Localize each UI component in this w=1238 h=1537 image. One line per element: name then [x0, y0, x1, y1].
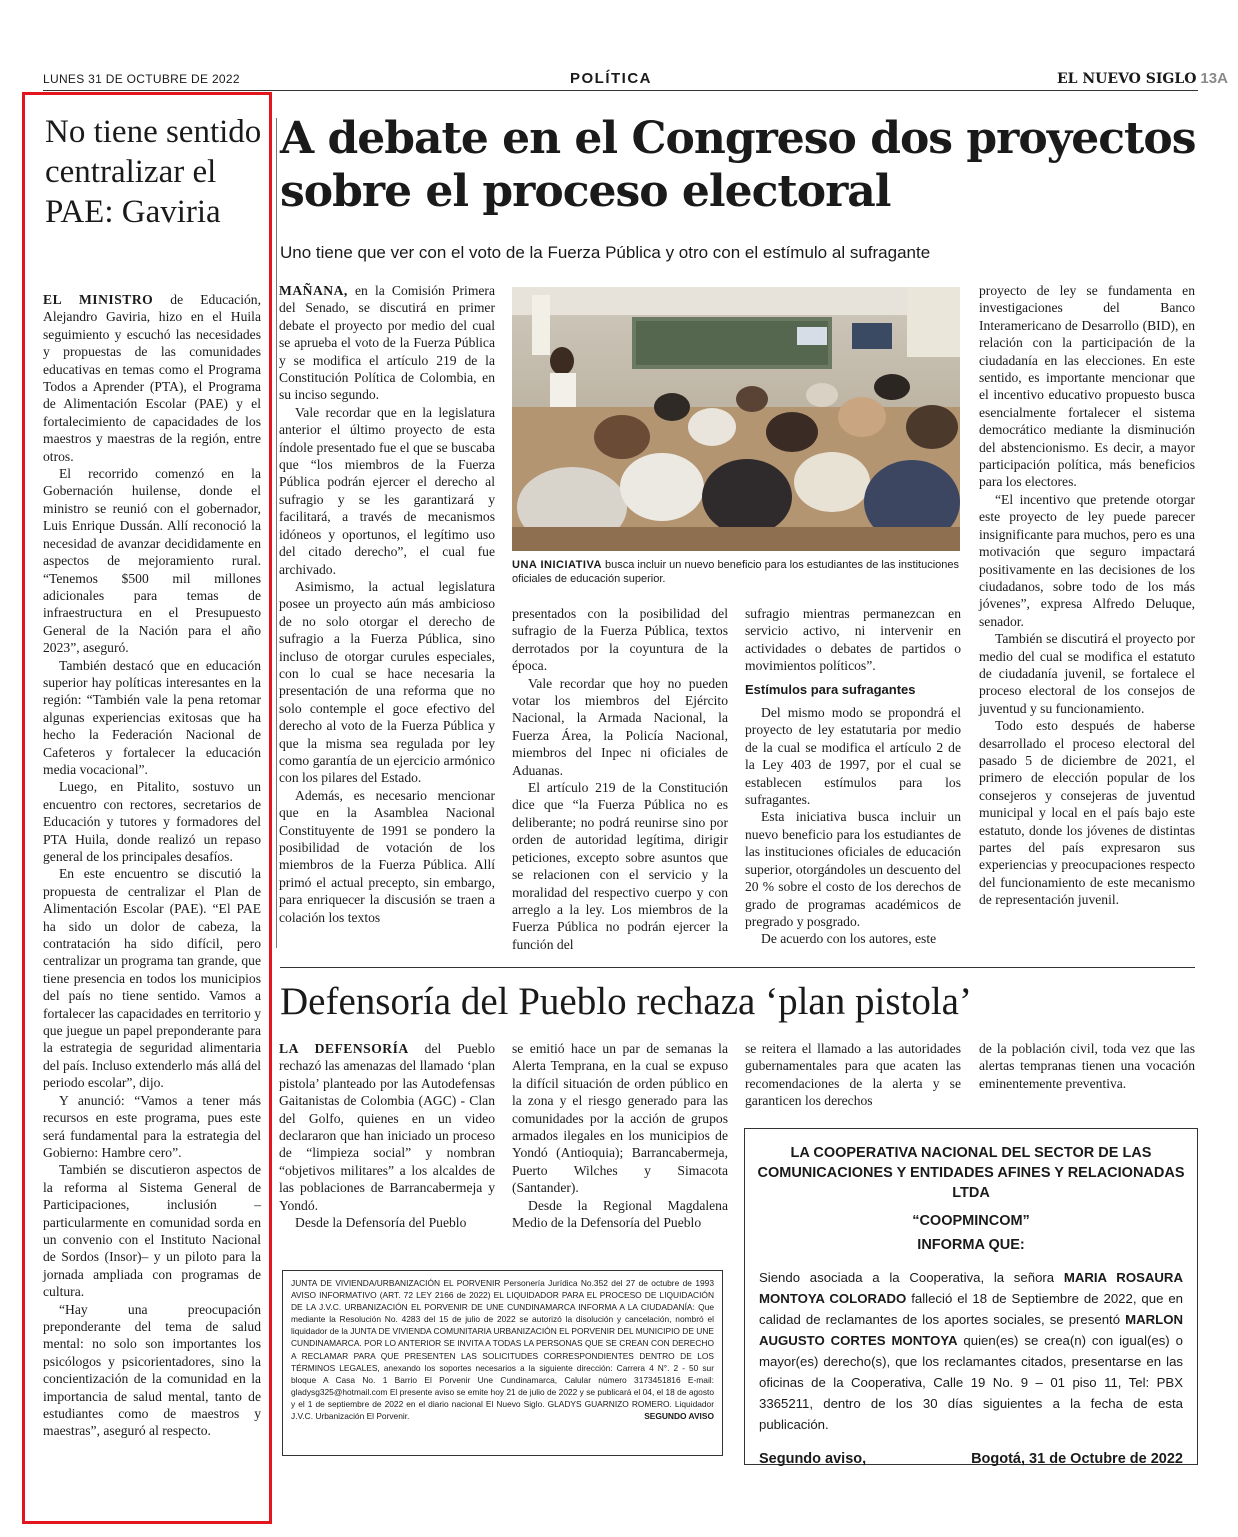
legal-notice-text: JUNTA DE VIVIENDA/URBANIZACIÓN EL PORVENIR Personería Jurídica No.352 del 27 de octubre de 1993 AVISO INFORMATIVO (ART. 72 LEY 2166 de 2022) EL LIQUIDADOR PARA EL PROCESO DE LIQUIDACIÓN DE LA J.V.C. URBANIZACIÓN EL PORVENIR DE UNE CUNDINAMARCA INFORMA A LA CIUDADANÍA: Que mediante la Resolución No. 4283 del 15 de julio de 2022 se autorizó la disolución y cancelación, nombró el liquidador de la JUNTA DE VIVIENDA COMUNITARIA URBANIZACIÓN EL PORVENIR DEL MUNICIPIO DE UNE CUNDINAMARCA. POR LO ANTERIOR SE INVITA A TODAS LA PERSONAS QUE SE CREAN CON DERECHO A RECLAMAR PARA QUE PRESENTEN LAS SOLICITUDES CORRESPONDIENTES DENTRO DE LOS TÉRMINOS LEGALES, anexando los soportes necesarios a la siguiente dirección: Carrera 4 N°. 2 - 50 sur bloque A Casa No. 1 Barrio El Porvenir Une Cundinamarca, Calular número 3173451816 E-mail: gladysg325@hotmail.com El presente aviso se emite hoy 21 de julio de 2022 y se publicará el 04, el 18 de agosto y el 1 de septiembre de 2022 en el diario nacional El Nuevo Siglo. GLADYS GUARNIZO ROMERO. Liquidador J.V.C. Urbanización El Porvenir. [291, 1278, 714, 1422]
side-lead: EL MINISTRO [43, 292, 154, 307]
side-paragraph: El recorrido comenzó en la Gobernación huilense, donde el ministro se reunió con el gobernador, Luis Enrique Dussán. Allí reconoció la necesidad de avanzar decididamente en aspectos de mejoramiento rural. “Tenemos $500 mil millones adicionales para temas de infraestructura en el Presupuesto General de la Nación para el año 2023”, aseguró. [43, 466, 261, 656]
second-col-1 [279, 1040, 495, 1231]
column-divider [276, 118, 277, 948]
side-paragraph: También se discutieron aspectos de la reforma al Sistema General de Participaciones, inclusión –particularmente en comunidad sorda en un convenio con el Instituto Nacional de Sordos (Insor)– y un piloto para la jornada ampliada con programas de cultura. [43, 1162, 261, 1300]
notice-foot-left: Segundo aviso, [759, 1451, 867, 1467]
second-paragraph: Desde la Defensoría del Pueblo [295, 1215, 467, 1231]
side-article-title: No tiene sentido centralizar el PAE: Gaviria [45, 114, 262, 230]
second-paragraph: se reitera el llamado a las autoridades gubernamentales para que acaten las recomendaciones de la alerta y se garanticen los derechos [745, 1041, 961, 1109]
main-paragraph: Del mismo modo se propondrá el proyecto de ley estatutaria por medio de la cual se modifica el artículo 2 de la Ley 403 de 1997, por el cual se establecen estímulos para los sufragantes. [745, 705, 961, 808]
main-paragraph: sufragio mientras permanezcan en servicio activo, ni intervenir en actividades o debates de partidos o movimientos políticos”. [745, 606, 961, 674]
main-paragraph: proyecto de ley se fundamenta en investigaciones del Banco Interamericano de Desarrollo (BID), en relación con la participación de la ciudadanía en las elecciones. En este sentido, es importante mencionar que el incentivo educativo propuesto busca esencialmente fortalecer el sistema democrático mediante la disminución del abstencionismo. Es decir, a mayor participación política, más beneficios para los electores. [979, 283, 1195, 490]
second-lead: LA DEFENSORÍA [279, 1041, 409, 1056]
main-paragraph: Vale recordar que en la legislatura anterior el último proyecto de esta índole presentado fue el que se buscaba que “los miembros de la Fuerza Pública podrán ejercer el derecho al sufragio y se les garantizará y facilitará, a través de mecanismos idóneos y oportunos, el legítimo uso del citado derecho”, el cual fue archivado. [279, 404, 495, 577]
side-paragraph: Luego, en Pitalito, sostuvo un encuentro con rectores, secretarios de Educación y tutores y formadores del PTA Huila, donde realizó un repaso general de los principales desafíos. [43, 779, 261, 864]
side-paragraph: Y anunció: “Vamos a tener más recursos en este programa, pues este será fundamental para la estrategia del Gobierno: Hambre cero”. [43, 1092, 261, 1160]
photo-caption [512, 558, 962, 586]
notice-body-2: falleció el 18 de Septiembre de 2022, que en calidad de reclamantes de los aportes sociales, se presentó [759, 1291, 1184, 1327]
main-paragraph: Todo esto después de haberse desarrollado el proceso electoral del pasado 5 de diciembre de 2021, el primero de elección popular de los consejeros y consejeras de juventud municipal y local en el país bajo este estatuto, donde los jóvenes de distintas partes del país expresaron sus experiencias y preocupaciones respecto del funcionamiento de este mecanismo de representación juvenil. [979, 718, 1195, 908]
main-paragraph: El artículo 219 de la Constitución dice que “la Fuerza Pública no es deliberante; no podrá reunirse sino por orden de autoridad legítima, dirigir peticiones, excepto sobre asuntos que se relacionen con el servicio y la moralidad del respectivo cuerpo y con arreglo a la ley. Los miembros de la Fuerza Pública no podrán ejercer la función del [512, 780, 728, 952]
main-paragraph: También se discutirá el proyecto por medio del cual se modifica el estatuto de ciudadanía juvenil, se fortalece el proceso electoral de los consejos de juventud y su funcionamiento. [979, 631, 1195, 716]
second-paragraph-text: del Pueblo rechazó las amenazas del llamado ‘plan pistola’ planteado por las Autodefensas Gaitanistas de Colombia (AGC) - Clan del Golfo, quienes en un video declararon que han iniciado un proceso de “limpieza social” y nombran “objetivos militares” a los alcaldes de las poblaciones de Barrancabermeja y Yondó. [279, 1041, 495, 1213]
main-paragraph [279, 282, 495, 404]
second-paragraph: se emitió hace un par de semanas la Alerta Temprana, en la cual se expuso la difícil situación de orden público en la zona y el riesgo generado para las comunidades por la acción de grupos armados ilegales en los municipios de Yondó (Antioquia); Barrancabermeja, Puerto Wilches y Simacota (Santander). [512, 1041, 728, 1196]
second-col-3 [745, 1040, 961, 1110]
newspaper-title: EL NUEVO SIGLO [1057, 71, 1197, 87]
side-paragraph-text: de Educación, Alejandro Gaviria, hizo en el Huila seguimiento y escuchó las necesidades y propuestas de las comunidades educativas en temas como el Programa Todos a Aprender (PTA), el Programa de Alimentación Escolar (PAE) y el fortalecimiento de capacidades de los maestros y maestras de la región, entre otros. [43, 292, 261, 464]
second-col-2 [512, 1040, 728, 1231]
second-paragraph [279, 1040, 495, 1214]
second-paragraph: Desde la Regional Magdalena Medio de la Defensoría del Pueblo [512, 1197, 728, 1231]
notice-name-2: MARLON AUGUSTO CORTES MONTOYA [759, 1312, 1183, 1348]
section-subhead: Estímulos para sufragantes [745, 681, 916, 697]
main-col-3 [745, 605, 961, 948]
notice-name-1: MARIA ROSAURA MONTOYA COLORADO [759, 1270, 1183, 1306]
notice-body-3: quien(es) se crea(n) con igual(es) o mayor(es) derecho(s), que los reclamantes citados, presentarse en las oficinas de la Cooperativa, Calle 19 No. 9 – 01 piso 11, Tel: PBX 3365211, dentro de los 30 días siguientes a la fecha de esta publicación. [759, 1333, 1183, 1432]
main-paragraph: “El incentivo que pretende otorgar este proyecto de ley puede parecer insignificante para muchos, pero es una motivación que seguro impactará positivamente en las decisiones de los ciudadanos, sobre todo de los más jóvenes”, expresa Alfredo Deluque, senador. [979, 491, 1195, 629]
main-paragraph-text: en la Comisión Primera del Senado, se discutirá en primer debate el proyecto por medio del cual se aprueba el voto de la Fuerza Pública y se modifica el artículo 219 de la Constitución Política de Colombia, en su inciso segundo. [279, 283, 495, 403]
side-article-body [43, 291, 261, 1440]
main-col-4 [979, 282, 1195, 909]
main-article-subtitle: Uno tiene que ver con el voto de la Fuerza Pública y otro con el estímulo al sufragante [280, 243, 931, 262]
main-col-1 [279, 282, 495, 926]
side-paragraph: También destacó que en educación superior hay políticas interesantes en la región: “También vale la pena retomar algunas experiencias exitosas que ha hecho la Federación Nacional de Cafeteros y fortalecer la educación media vocacional”. [43, 657, 261, 777]
second-article-title: Defensoría del Pueblo rechaza ‘plan pistola’ [280, 980, 972, 1023]
side-paragraph [43, 291, 261, 465]
main-lead: MAÑANA, [279, 283, 348, 298]
notice-foot-right: Bogotá, 31 de Octubre de 2022 [971, 1451, 1183, 1467]
second-col-4 [979, 1040, 1195, 1092]
header-rule [43, 90, 1198, 91]
notice-coop-name: “COOPMINCOM” [912, 1213, 1030, 1229]
notice-footer [759, 1451, 1183, 1467]
caption-lead: UNA INICIATIVA [512, 559, 602, 571]
notice-informa: INFORMA QUE: [917, 1237, 1025, 1253]
side-paragraph: “Hay una preocupación preponderante del tema de salud mental: no solo son importantes los psicólogos y psicorientadores, sino la concientización de la comunidad en la importancia de salud mental, tanto de estudiantes como de maestros y maestras”, aseguró al respecto. [43, 1301, 261, 1439]
cooperative-notice [744, 1128, 1198, 1465]
classroom-photo [512, 287, 960, 551]
notice-body-1: Siendo asociada a la Cooperativa, la señora [759, 1270, 1064, 1285]
side-paragraph: En este encuentro se discutió la propuesta de centralizar el Plan de Alimentación Escolar (PAE). “El PAE ha sido un dolor de cabeza, la contratación ha sido difícil, pero centralizar un programa tan grande, que tiene presencia en todos los municipios del país no tiene sentido. Vamos a fortalecer las capacidades en territorio y que juegue un papel preponderante para la estrategia de seguridad alimentaria del país. Incluso extenderlo más allá del periodo escolar”, dijo. [43, 866, 261, 1091]
second-paragraph: de la población civil, toda vez que las alertas tempranas tienen una vocación eminentemente preventiva. [979, 1041, 1195, 1091]
main-col-2 [512, 605, 728, 953]
main-paragraph: Además, es necesario mencionar que en la Asamblea Nacional Constituyente de 1991 se pondero la posibilidad de votación de los miembros de la Fuerza Pública. Allí primó el actual precepto, sin embargo, para enriquecer la discusión se traen a colación los textos [279, 787, 495, 925]
main-article-title: A debate en el Congreso dos proyectos sobre el proceso electoral [280, 113, 1196, 217]
notice-heading: LA COOPERATIVA NACIONAL DEL SECTOR DE LAS COMUNICACIONES Y ENTIDADES AFINES Y RELACIONADAS LTDA [757, 1145, 1185, 1201]
legal-notice-porvenir [282, 1270, 723, 1456]
classroom-photo-image [512, 287, 960, 551]
legal-notice-signature: SEGUNDO AVISO [644, 1411, 714, 1422]
main-paragraph: Asimismo, la actual legislatura posee un proyecto aún más ambicioso de no solo otorgar el derecho de sufragio a la Fuerza Pública, sino incluso de otorgar curules especiales, con lo cual se hace necesaria la presentación de una reforma que no solo contemple el goce efectivo del derecho al voto de la Fuerza Pública y que la misma sea regulada por ley como garantía de un ejercicio armónico con los pilares del Estado. [279, 578, 495, 786]
newspaper-name [1057, 70, 1228, 87]
main-paragraph: Vale recordar que hoy no pueden votar los miembros del Ejército Nacional, la Armada Nacional, la Fuerza Área, la Policía Nacional, miembros del Inpec ni oficiales de Aduanas. [512, 675, 728, 778]
caption-text: busca incluir un nuevo beneficio para los estudiantes de las instituciones oficiales de educación superior. [512, 559, 960, 585]
main-paragraph: Esta iniciativa busca incluir un nuevo beneficio para los estudiantes de las instituciones oficiales de educación superior, otorgándoles un descuento del 20 % sobre el costo de los derechos de grado de programas académicos de pregrado y posgrado. [745, 809, 961, 929]
main-paragraph: presentados con la posibilidad del sufragio de la Fuerza Pública, textos derrotados por la coyuntura de la época. [512, 606, 728, 674]
page-number: 13A [1200, 70, 1228, 87]
section-name: POLÍTICA [570, 70, 652, 87]
main-paragraph: De acuerdo con los autores, este [761, 931, 937, 947]
notice-body [759, 1267, 1183, 1435]
issue-date: LUNES 31 DE OCTUBRE DE 2022 [43, 72, 240, 86]
article-divider [280, 967, 1195, 968]
